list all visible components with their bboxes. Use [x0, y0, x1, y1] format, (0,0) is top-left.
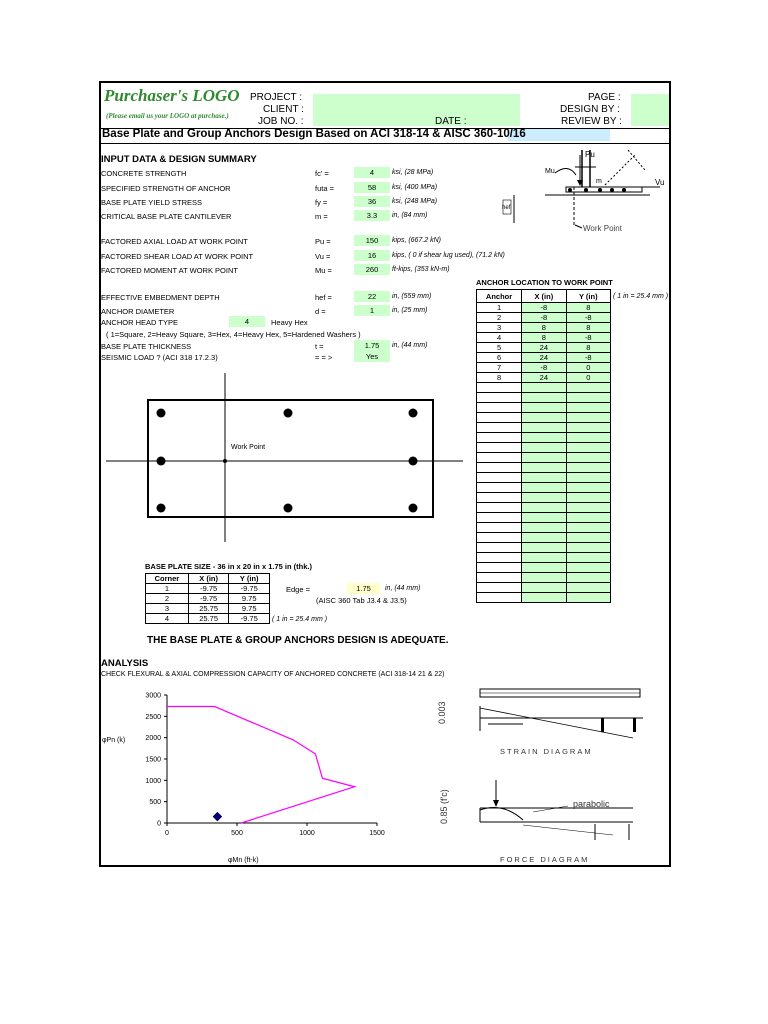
corner-row-cell[interactable]: -9.75: [229, 584, 270, 594]
anchor-dot: [409, 457, 418, 466]
input-label: EFFECTIVE EMBEDMENT DEPTH: [101, 293, 220, 302]
input-label: BASE PLATE YIELD STRESS: [101, 198, 203, 207]
anchor-row-cell: [477, 443, 522, 453]
anchor-row-cell: [477, 503, 522, 513]
anchor-row-cell: [477, 523, 522, 533]
corner-row-cell[interactable]: 25.75: [188, 614, 229, 624]
anchor-row-cell[interactable]: [522, 453, 566, 463]
corner-row: [146, 594, 270, 604]
input-unit: ksi, (400 MPa): [392, 184, 438, 191]
strain-diagram: [433, 686, 653, 761]
page-label: PAGE :: [588, 92, 621, 103]
anchor-row-cell: [477, 593, 522, 603]
x-tick-label: 500: [231, 830, 243, 837]
anchor-row-cell[interactable]: [566, 423, 610, 433]
anchor-row: [477, 533, 611, 543]
capacity-point: [213, 812, 222, 821]
base-plate-plan: [103, 370, 468, 545]
col-header: Anchor: [477, 290, 522, 303]
design-by-label: DESIGN BY :: [560, 104, 620, 115]
parabolic-label: parabolic: [573, 799, 610, 809]
vu-label: Vu: [655, 178, 665, 187]
anchor-row-cell: 4: [477, 333, 522, 343]
anchor-row: [477, 333, 611, 343]
input-label: FACTORED AXIAL LOAD AT WORK POINT: [101, 237, 248, 246]
anchor-row: [477, 443, 611, 453]
anchor-row: [477, 433, 611, 443]
anchor-elevation-diagram: [500, 145, 670, 235]
anchor-row-cell: 6: [477, 353, 522, 363]
input-symbol: t =: [315, 342, 324, 351]
input-label: ANCHOR DIAMETER: [101, 307, 175, 316]
y-tick-label: 1500: [145, 756, 161, 764]
input-unit: in, (25 mm): [392, 307, 428, 314]
input-symbol: m =: [315, 212, 328, 221]
work-point-text: Work Point: [231, 444, 266, 451]
anchor-row-cell: [477, 563, 522, 573]
corner-row-cell[interactable]: 9.75: [229, 604, 270, 614]
anchor-row: [477, 393, 611, 403]
moment-input[interactable]: 260: [354, 264, 390, 275]
page-design-input[interactable]: [631, 94, 669, 126]
anchor-row-cell[interactable]: [522, 503, 566, 513]
axial-load-input[interactable]: 150: [354, 235, 390, 246]
anchor-row-cell: 7: [477, 363, 522, 373]
anchor-row-cell[interactable]: 0: [566, 373, 610, 383]
anchor-row-cell[interactable]: [566, 453, 610, 463]
date-label: DATE :: [435, 116, 467, 127]
anchor-row: [477, 513, 611, 523]
anchor-row-cell[interactable]: [522, 543, 566, 553]
pu-label: Pu: [585, 150, 595, 159]
anchor-row: [477, 573, 611, 583]
sheet-title: Base Plate and Group Anchors Design Based on ACI 318-14 & AISC 360-10/16: [102, 128, 526, 140]
input-heading: INPUT DATA & DESIGN SUMMARY: [101, 154, 257, 165]
anchor-row-cell[interactable]: [522, 443, 566, 453]
anchor-row-cell: [477, 473, 522, 483]
anchor-row-cell: [477, 573, 522, 583]
input-symbol: futa =: [315, 184, 334, 193]
anchor-row-cell[interactable]: [522, 483, 566, 493]
input-unit: in, (559 mm): [392, 293, 432, 300]
input-label: SPECIFIED STRENGTH OF ANCHOR: [101, 184, 231, 193]
anchor-head-desc: Heavy Hex: [271, 318, 308, 327]
y-tick-label: 2000: [145, 735, 161, 743]
anchor-row: [477, 473, 611, 483]
anchor-row-cell[interactable]: [522, 463, 566, 473]
anchor-row: [477, 523, 611, 533]
input-label: CONCRETE STRENGTH: [101, 169, 187, 178]
anchor-row-cell: [477, 433, 522, 443]
anchor-row-cell[interactable]: 8: [566, 343, 610, 353]
anchor-head-input[interactable]: 4: [229, 316, 265, 327]
corner-row: [146, 604, 270, 614]
anchor-row-cell[interactable]: [522, 393, 566, 403]
input-label: SEISMIC LOAD ? (ACI 318 17.2.3): [101, 353, 218, 362]
input-unit: kips, ( 0 if shear lug used), (71.2 kN): [392, 252, 505, 259]
anchor-row-cell[interactable]: [566, 443, 610, 453]
anchor-row-cell[interactable]: [522, 583, 566, 593]
anchor-row-cell[interactable]: -8: [566, 333, 610, 343]
anchor-dot: [409, 504, 418, 513]
anchor-dot: [157, 457, 166, 466]
col-header: Y (in): [566, 290, 610, 303]
col-header: Y (in): [229, 574, 270, 584]
anchor-row-cell[interactable]: [522, 413, 566, 423]
anchor-row-cell[interactable]: [566, 473, 610, 483]
anchor-row-cell[interactable]: 8: [522, 323, 566, 333]
anchor-row-cell[interactable]: 8: [522, 333, 566, 343]
anchor-row-cell[interactable]: [522, 473, 566, 483]
edge-label: Edge =: [286, 585, 310, 594]
force-diagram-label: FORCE DIAGRAM: [500, 855, 590, 864]
anchor-dot: [157, 504, 166, 513]
anchor-row-cell: [477, 543, 522, 553]
anchor-row-cell[interactable]: [566, 383, 610, 393]
anchor-row-cell[interactable]: 24: [522, 373, 566, 383]
anchor-row-cell: [477, 493, 522, 503]
anchor-head-label: ANCHOR HEAD TYPE: [101, 318, 178, 327]
anchor-row: [477, 313, 611, 323]
anchor-row-cell[interactable]: [522, 513, 566, 523]
anchor-row: [477, 503, 611, 513]
review-by-label: REVIEW BY :: [561, 116, 622, 127]
input-symbol: d =: [315, 307, 326, 316]
anchor-row-cell[interactable]: [522, 433, 566, 443]
anchor-head-note: ( 1=Square, 2=Heavy Square, 3=Hex, 4=Heavy Hex, 5=Hardened Washers ): [106, 330, 361, 339]
anchor-row: [477, 563, 611, 573]
corner-row-cell[interactable]: -9.75: [188, 594, 229, 604]
force-diagram: [433, 770, 653, 865]
anchor-row-cell[interactable]: 24: [522, 353, 566, 363]
corner-row-cell[interactable]: 9.75: [229, 594, 270, 604]
corner-row: [146, 584, 270, 594]
project-client-input[interactable]: [313, 94, 520, 126]
anchor-row-cell[interactable]: [566, 593, 610, 603]
m-label: m: [596, 178, 602, 185]
anchor-row: [477, 373, 611, 383]
mu-label: Mu: [545, 168, 555, 175]
shear-load-input[interactable]: 16: [354, 250, 390, 261]
anchor-conv-note: ( 1 in = 25.4 mm ): [613, 293, 669, 300]
input-label: CRITICAL BASE PLATE CANTILEVER: [101, 212, 232, 221]
anchor-row-cell: 3: [477, 323, 522, 333]
plate-conv-note: ( 1 in = 25.4 mm ): [272, 616, 328, 623]
anchor-row-cell[interactable]: [566, 543, 610, 553]
client-label: CLIENT :: [263, 104, 304, 115]
input-symbol: hef =: [315, 293, 332, 302]
concrete-strength-input[interactable]: 4: [354, 167, 390, 178]
plate-size-heading: BASE PLATE SIZE - 36 in x 20 in x 1.75 in (thk.): [145, 562, 312, 571]
analysis-subheading: CHECK FLEXURAL & AXIAL COMPRESSION CAPACITY OF ANCHORED CONCRETE (ACI 318-14 21 & 22): [101, 671, 445, 678]
anchor-table-heading: ANCHOR LOCATION TO WORK POINT: [476, 278, 613, 287]
y-tick-label: 1000: [145, 777, 161, 785]
y-tick-label: 3000: [145, 692, 161, 700]
anchor-row: [477, 493, 611, 503]
corner-row-cell: 4: [146, 614, 189, 624]
anchor-row-cell[interactable]: [522, 533, 566, 543]
input-unit: ft-kips, (353 kN-m): [392, 266, 450, 273]
anchor-row-cell: [477, 533, 522, 543]
col-header: X (in): [188, 574, 229, 584]
input-symbol: Vu =: [315, 252, 331, 261]
anchor-row-cell: [477, 463, 522, 473]
anchor-row-cell[interactable]: [566, 553, 610, 563]
corner-row: [146, 614, 270, 624]
anchor-row-cell[interactable]: [566, 583, 610, 593]
anchor-row-cell: 5: [477, 343, 522, 353]
chart-y-label: φPn (k): [102, 737, 126, 744]
anchor-row-cell[interactable]: [566, 573, 610, 583]
anchor-row-cell: [477, 383, 522, 393]
corner-row-cell: 1: [146, 584, 189, 594]
anchor-row-cell: 8: [477, 373, 522, 383]
anchor-row-cell: 2: [477, 313, 522, 323]
anchor-row-cell[interactable]: [566, 413, 610, 423]
anchor-row-cell[interactable]: [522, 403, 566, 413]
strain-value: 0.003: [437, 701, 447, 724]
anchor-dot: [284, 409, 293, 418]
anchor-row: [477, 413, 611, 423]
anchor-row-cell: [477, 553, 522, 563]
anchor-row-cell[interactable]: [522, 523, 566, 533]
anchor-row-cell[interactable]: [566, 503, 610, 513]
plate-corner-table: [145, 573, 270, 624]
work-point-label: Work Point: [583, 224, 622, 233]
plate-yield-input[interactable]: 36: [354, 196, 390, 207]
stress-value: 0.85 (f'c): [439, 789, 449, 824]
job-no-label: JOB NO. :: [258, 116, 304, 127]
anchor-row: [477, 363, 611, 373]
x-tick-label: 1000: [299, 830, 315, 837]
y-tick-label: 0: [157, 820, 161, 828]
anchor-strength-input[interactable]: 58: [354, 182, 390, 193]
analysis-heading: ANALYSIS: [101, 658, 149, 669]
anchor-row: [477, 483, 611, 493]
x-tick-label: 1500: [369, 830, 385, 837]
cantilever-input[interactable]: 3.3: [354, 210, 390, 221]
anchor-row-cell[interactable]: 8: [566, 303, 610, 313]
anchor-row-cell: [477, 403, 522, 413]
anchor-row-cell: [477, 583, 522, 593]
anchor-row: [477, 343, 611, 353]
input-label: BASE PLATE THICKNESS: [101, 342, 192, 351]
anchor-row: [477, 403, 611, 413]
anchor-row: [477, 353, 611, 363]
anchor-row-cell[interactable]: [566, 393, 610, 403]
anchor-row-cell[interactable]: [566, 533, 610, 543]
anchor-row-cell[interactable]: [522, 423, 566, 433]
anchor-row: [477, 593, 611, 603]
anchor-row-cell[interactable]: 0: [566, 363, 610, 373]
anchor-row: [477, 553, 611, 563]
interaction-curve: [167, 707, 355, 823]
anchor-row-cell[interactable]: [522, 553, 566, 563]
anchor-row-cell: [477, 423, 522, 433]
anchor-row-cell[interactable]: -8: [566, 353, 610, 363]
anchor-dot: [409, 409, 418, 418]
corner-row-cell[interactable]: -9.75: [188, 584, 229, 594]
input-label: FACTORED SHEAR LOAD AT WORK POINT: [101, 252, 254, 261]
anchor-row: [477, 303, 611, 313]
anchor-row-cell: [477, 513, 522, 523]
input-unit: in, (44 mm): [392, 342, 428, 349]
chart-x-label: φMn (ft-k): [228, 857, 259, 864]
input-symbol: fc' =: [315, 169, 329, 178]
anchor-location-table: [476, 289, 611, 603]
anchor-row-cell[interactable]: [566, 433, 610, 443]
interaction-chart: [100, 686, 400, 866]
embedment-input[interactable]: 22: [354, 291, 390, 302]
anchor-row-cell[interactable]: [522, 563, 566, 573]
input-unit: in, (84 mm): [392, 212, 428, 219]
input-symbol: fy =: [315, 198, 328, 207]
anchor-row-cell[interactable]: [522, 593, 566, 603]
corner-row-cell: 3: [146, 604, 189, 614]
anchor-dot: [157, 409, 166, 418]
x-tick-label: 0: [165, 830, 169, 837]
input-unit: ksi, (248 MPa): [392, 198, 438, 205]
anchor-row-cell[interactable]: -8: [522, 303, 566, 313]
anchor-diameter-input[interactable]: 1: [354, 305, 390, 316]
input-unit: ksi, (28 MPa): [392, 169, 434, 176]
anchor-row: [477, 423, 611, 433]
input-symbol: Mu =: [315, 266, 332, 275]
edge-reference: (AISC 360 Tab J3.4 & J3.5): [316, 596, 407, 605]
anchor-row-cell[interactable]: [566, 483, 610, 493]
anchor-row-cell[interactable]: [522, 493, 566, 503]
seismic-input[interactable]: Yes: [354, 351, 390, 362]
anchor-row: [477, 323, 611, 333]
corner-row-cell[interactable]: 25.75: [188, 604, 229, 614]
purchaser-logo: Purchaser's LOGO: [104, 86, 240, 105]
input-label: FACTORED MOMENT AT WORK POINT: [101, 266, 238, 275]
anchor-row-cell[interactable]: [566, 523, 610, 533]
anchor-row-cell[interactable]: -8: [522, 363, 566, 373]
edge-unit: in, (44 mm): [385, 585, 421, 592]
y-tick-label: 500: [149, 799, 161, 807]
anchor-row-cell[interactable]: [566, 513, 610, 523]
anchor-row-cell[interactable]: 8: [566, 323, 610, 333]
anchor-row: [477, 463, 611, 473]
input-unit: kips, (667.2 kN): [392, 237, 442, 244]
y-tick-label: 2500: [145, 713, 161, 721]
logo-note: (Please email us your LOGO at purchase.): [106, 112, 229, 120]
work-point-dot: [223, 459, 227, 463]
col-header: Corner: [146, 574, 189, 584]
anchor-row-cell: [477, 413, 522, 423]
anchor-row: [477, 543, 611, 553]
anchor-row: [477, 383, 611, 393]
corner-row-cell: 2: [146, 594, 189, 604]
anchor-row-cell: [477, 453, 522, 463]
anchor-row-cell[interactable]: [522, 573, 566, 583]
input-symbol: = = >: [315, 353, 333, 362]
anchor-row-cell[interactable]: [566, 463, 610, 473]
corner-row-cell[interactable]: -9.75: [229, 614, 270, 624]
plate-thickness-input[interactable]: 1.75: [354, 340, 390, 351]
anchor-row-cell: [477, 483, 522, 493]
anchor-row-cell[interactable]: [566, 563, 610, 573]
anchor-row-cell[interactable]: [522, 383, 566, 393]
col-header: X (in): [522, 290, 566, 303]
strain-diagram-label: STRAIN DIAGRAM: [500, 747, 593, 756]
anchor-row: [477, 453, 611, 463]
anchor-row: [477, 583, 611, 593]
hef-label: hef: [502, 205, 511, 211]
anchor-row-cell[interactable]: -8: [566, 313, 610, 323]
edge-value: 1.75: [347, 583, 380, 594]
project-label: PROJECT :: [250, 92, 303, 103]
anchor-row-cell[interactable]: 24: [522, 343, 566, 353]
anchor-row-cell[interactable]: [566, 493, 610, 503]
anchor-row-cell: [477, 393, 522, 403]
input-symbol: Pu =: [315, 237, 331, 246]
anchor-row-cell: 1: [477, 303, 522, 313]
anchor-row-cell[interactable]: -8: [522, 313, 566, 323]
design-summary: THE BASE PLATE & GROUP ANCHORS DESIGN IS ADEQUATE.: [147, 635, 449, 646]
anchor-row-cell[interactable]: [566, 403, 610, 413]
anchor-dot: [284, 504, 293, 513]
